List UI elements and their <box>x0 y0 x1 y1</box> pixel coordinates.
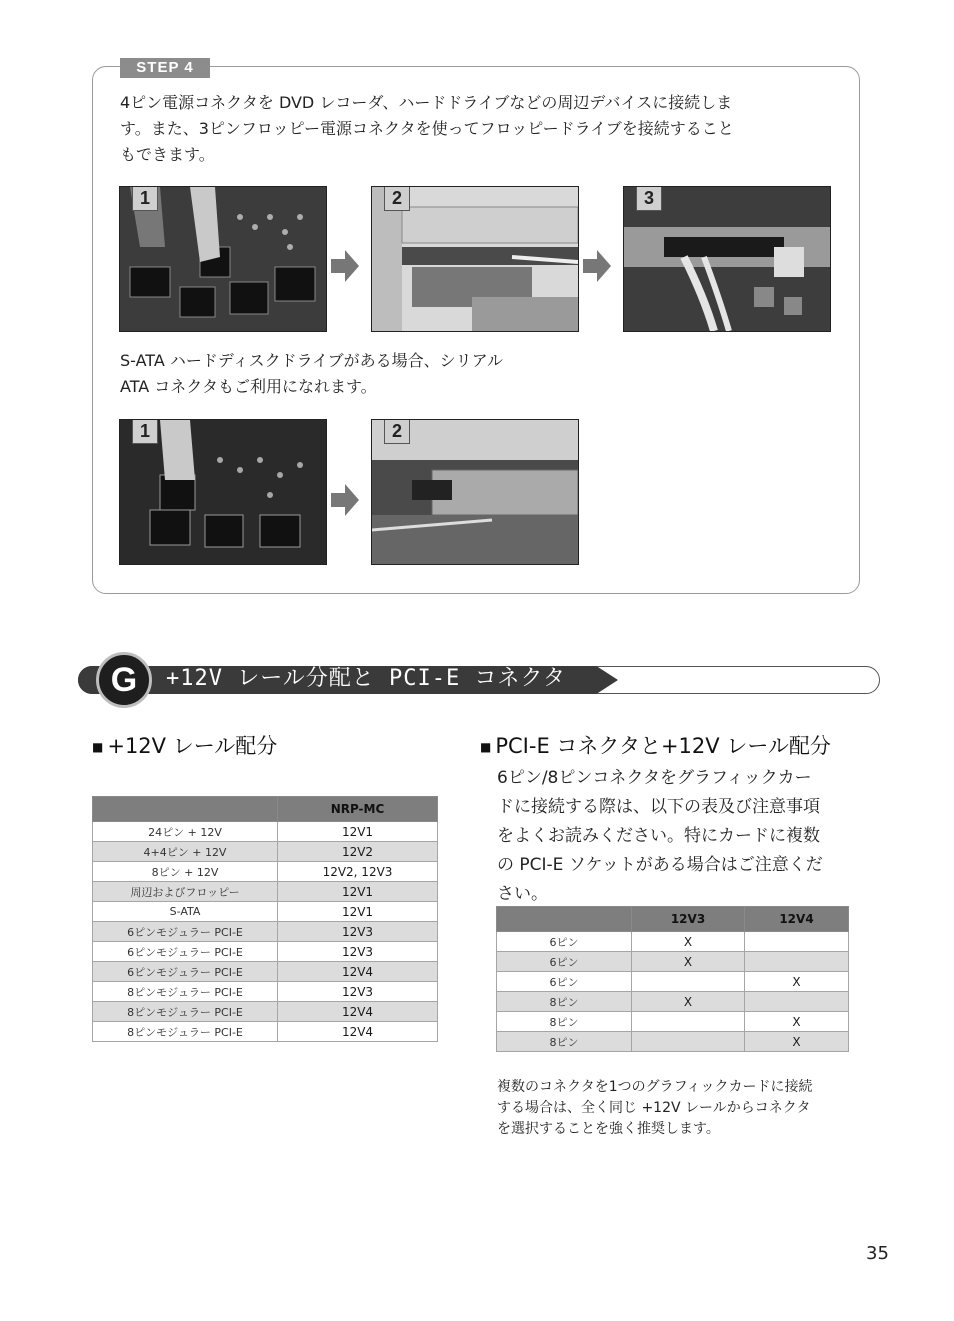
table-row <box>93 962 438 982</box>
step-para1-line: す。また、3ピンフロッピー電源コネクタを使ってフロッピードライブを接続すること <box>120 119 734 138</box>
right-para-line: さい。 <box>497 884 548 904</box>
step-number-badge: 2 <box>384 419 410 444</box>
table-row-label: 6ピンモジュラー PCI-E <box>93 922 278 942</box>
note-line: を選択することを強く推奨します。 <box>497 1121 720 1137</box>
table-row <box>497 992 849 1012</box>
rail-distribution-table <box>92 796 438 1042</box>
table-row <box>93 882 438 902</box>
step-para2-line: S-ATA ハードディスクドライブがある場合、シリアル <box>120 351 503 370</box>
page-number: 35 <box>866 1243 889 1264</box>
table-row-label: 8ピン <box>497 992 632 1012</box>
step-tag: STEP 4 <box>120 58 210 78</box>
step-number-badge: 1 <box>132 186 158 211</box>
table-row <box>93 982 438 1002</box>
table-row-label: 8ピンモジュラー PCI-E <box>93 1022 278 1042</box>
table-cell: X <box>632 992 745 1012</box>
table-row <box>497 952 849 972</box>
table-row <box>93 902 438 922</box>
table-row <box>93 842 438 862</box>
table-row-label: 周辺およびフロッピー <box>93 882 278 902</box>
table-cell: X <box>745 1032 849 1052</box>
square-bullet-icon: ■ <box>480 740 492 754</box>
table-header-cell <box>93 797 278 822</box>
table-cell <box>632 972 745 992</box>
table-row-label: 8ピンモジュラー PCI-E <box>93 982 278 1002</box>
step-para1-line: もできます。 <box>120 145 215 164</box>
table-header-row <box>93 797 438 822</box>
section-g-letter-icon: G <box>96 652 152 708</box>
right-subheading <box>480 732 831 761</box>
table-row-label: S-ATA <box>93 902 278 922</box>
step-paragraph-1 <box>120 90 840 168</box>
table-row-label: 8ピン <box>497 1012 632 1032</box>
step-paragraph-2 <box>120 348 590 400</box>
arrow-right-icon <box>583 250 611 282</box>
table-row-label: 8ピンモジュラー PCI-E <box>93 1002 278 1022</box>
table-cell: 12V2, 12V3 <box>278 862 438 882</box>
table-header-row <box>497 907 849 932</box>
table-row <box>497 972 849 992</box>
left-heading-text: +12V レール配分 <box>107 734 278 758</box>
right-para-line: 6ピン/8ピンコネクタをグラフィックカー <box>497 768 812 788</box>
table-row <box>497 932 849 952</box>
right-para-line: をよくお読みください。特にカードに複数 <box>497 826 820 846</box>
table-row <box>93 862 438 882</box>
table-row <box>497 1012 849 1032</box>
table-row <box>93 1022 438 1042</box>
table-row-label: 6ピンモジュラー PCI-E <box>93 962 278 982</box>
table-row-label: 6ピンモジュラー PCI-E <box>93 942 278 962</box>
photo-floppy-connector <box>623 186 831 332</box>
photo-sata-drive <box>371 419 579 565</box>
table-row-label: 8ピン + 12V <box>93 862 278 882</box>
step-number-badge: 3 <box>636 186 662 211</box>
step-number-badge: 2 <box>384 186 410 211</box>
table-row <box>93 1002 438 1022</box>
table-row-label: 6ピン <box>497 972 632 992</box>
arrow-right-icon <box>331 484 359 516</box>
table-cell: 12V1 <box>278 882 438 902</box>
table-header-cell <box>497 907 632 932</box>
photo-psu-connectors-1 <box>119 186 327 332</box>
right-para-line: の PCI-E ソケットがある場合はご注意くだ <box>497 855 823 875</box>
step-number-badge: 1 <box>132 419 158 444</box>
table-cell: 12V2 <box>278 842 438 862</box>
table-row-label: 24ピン + 12V <box>93 822 278 842</box>
left-subheading <box>92 732 277 761</box>
table-cell: 12V4 <box>278 1022 438 1042</box>
pcie-rail-table <box>496 906 849 1052</box>
right-paragraph <box>497 764 857 909</box>
right-para-line: ドに接続する際は、以下の表及び注意事項 <box>497 797 820 817</box>
step-para1-line: 4ピン電源コネクタを DVD レコーダ、ハードドライブなどの周辺デバイスに接続しま <box>120 93 733 112</box>
table-cell <box>632 1012 745 1032</box>
table-cell: 12V4 <box>278 962 438 982</box>
arrow-right-icon <box>331 250 359 282</box>
table-cell: 12V1 <box>278 822 438 842</box>
table-row <box>497 1032 849 1052</box>
table-cell: X <box>745 1012 849 1032</box>
table-row-label: 4+4ピン + 12V <box>93 842 278 862</box>
section-g-title: +12V レール分配と PCI-E コネクタ <box>166 666 567 691</box>
table-row-label: 8ピン <box>497 1032 632 1052</box>
table-cell: 12V4 <box>278 1002 438 1022</box>
table-row <box>93 922 438 942</box>
table-cell <box>745 952 849 972</box>
square-bullet-icon: ■ <box>92 740 104 754</box>
photo-drive-bay <box>371 186 579 332</box>
table-cell <box>745 992 849 1012</box>
table-cell: 12V1 <box>278 902 438 922</box>
table-row <box>93 822 438 842</box>
table-row <box>93 942 438 962</box>
table-cell: 12V3 <box>278 922 438 942</box>
table-header-cell: 12V4 <box>745 907 849 932</box>
step-para2-line: ATA コネクタもご利用になれます。 <box>120 377 377 396</box>
table-cell <box>745 932 849 952</box>
table-header-cell: NRP-MC <box>278 797 438 822</box>
table-row-label: 6ピン <box>497 932 632 952</box>
table-cell: X <box>632 952 745 972</box>
table-row-label: 6ピン <box>497 952 632 972</box>
note-line: する場合は、全く同じ +12V レールからコネクタ <box>497 1100 811 1116</box>
table-header-cell: 12V3 <box>632 907 745 932</box>
table-cell: 12V3 <box>278 982 438 1002</box>
right-heading-text: PCI-E コネクタと+12V レール配分 <box>495 734 831 758</box>
photo-psu-connectors-2 <box>119 419 327 565</box>
right-note <box>497 1077 857 1140</box>
table-cell: X <box>632 932 745 952</box>
note-line: 複数のコネクタを1つのグラフィックカードに接続 <box>497 1079 813 1095</box>
table-cell: X <box>745 972 849 992</box>
table-cell <box>632 1032 745 1052</box>
table-cell: 12V3 <box>278 942 438 962</box>
